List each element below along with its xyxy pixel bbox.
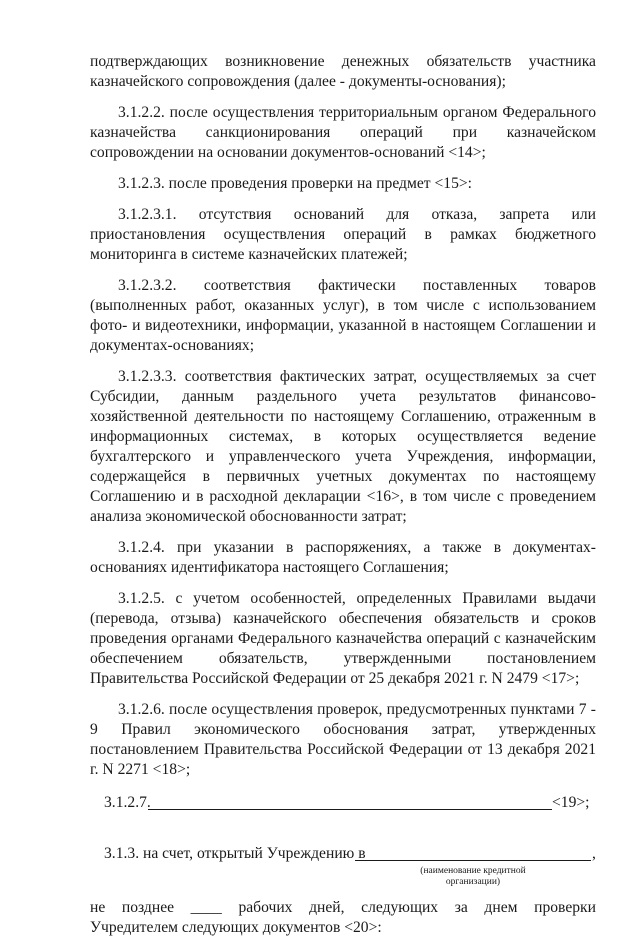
word: дней,	[309, 899, 345, 916]
clause-3-1-2-3: 3.1.2.3. после проведения проверки на предмет <15>:	[118, 175, 472, 192]
word: возникновение	[225, 53, 325, 70]
clause-3-1-2-3-2: 3.1.2.3.2. соответствия фактически поставленных товаров (выполненных работ, оказанных услуг), в том числе с использованием фото- и видеотехники, информации, указанной в настоящем Соглашении и документах-основаниях;	[90, 277, 596, 354]
clause-3-1-3	[90, 844, 596, 864]
paragraph-continuation	[90, 52, 596, 92]
paragraph-line: казначейского сопровождения (далее - документы-основания);	[90, 73, 506, 90]
bank-name-caption	[355, 866, 591, 888]
word: проверки	[534, 899, 596, 916]
clause-3-1-2-7	[90, 793, 596, 813]
word: участника	[528, 53, 596, 70]
clause-3-1-2-3-1: 3.1.2.3.1. отсутствия оснований для отказа, запрета или приостановления осуществления операций в рамках бюджетного мониторинга в системе казначейских платежей;	[90, 206, 596, 263]
word: позднее	[121, 899, 175, 916]
word: денежных	[341, 53, 410, 70]
caption-block	[90, 864, 596, 892]
caption-line: организации)	[445, 877, 501, 887]
clause-3-1-2-6: 3.1.2.6. после осуществления проверок, предусмотренных пунктами 7 - 9 Правил экономического обоснования затрат, утвержденных постановлением Правительства Российской Федерации от 13 декабря 2021 г. N 2271 <18>;	[90, 701, 596, 778]
bank-name-fill-line[interactable]	[355, 846, 591, 861]
word: за	[454, 899, 468, 916]
document-page	[90, 52, 596, 938]
word: рабочих	[238, 899, 293, 916]
paragraph-line: Учредителем следующих документов <20>:	[90, 919, 382, 936]
word: днем	[484, 899, 518, 916]
word: подтверждающих	[90, 53, 208, 70]
clause-3-1-2-2: 3.1.2.2. после осуществления территориальным органом Федерального казначейства санкционирования операций при казначейском сопровождении на основании документов-оснований <14>;	[90, 104, 596, 161]
word: следующих	[361, 899, 439, 916]
paragraph-line	[90, 52, 596, 72]
paragraph-line	[90, 898, 596, 918]
clause-deadline	[90, 898, 596, 938]
clause-number: 3.1.2.7.	[104, 794, 151, 811]
clause-3-1-2-4: 3.1.2.4. при указании в распоряжениях, а также в документах-основаниях идентификатора настоящего Соглашения;	[90, 539, 596, 576]
word: обязательств	[426, 53, 512, 70]
days-fill-line[interactable]: ____	[190, 899, 222, 916]
clause-3-1-2-3-3: 3.1.2.3.3. соответствия фактических затрат, осуществляемых за счет Субсидии, данным раздельного учета результатов финансово-хозяйственной деятельности по настоящему Соглашению, отраженным в информационных системах, в которых осуществляется ведение бухгалтерского и управленческого учета Учреждения, информации, содержащейся в первичных учетных документах по настоящему Соглашению и в расходной декларации <16>, в том числе с проведением анализа экономической обоснованности затрат;	[90, 368, 596, 525]
word: не	[90, 899, 106, 916]
caption-line: (наименование кредитной	[420, 866, 526, 876]
footnote-ref: <19>;	[552, 794, 590, 811]
clause-text: 3.1.3. на счет, открытый Учреждению в	[104, 845, 366, 862]
clause-3-1-2-5: 3.1.2.5. с учетом особенностей, определенных Правилами выдачи (перевода, отзыва) казначейского обеспечения обязательств и сроков проведения органами Федерального казначейства операций с казначейским обеспечением обязательств, утвержденными постановлением Правительства Российской Федерации от 25 декабря 2021 г. N 2479 <17>;	[90, 590, 596, 687]
blank-fill-line[interactable]	[148, 795, 552, 810]
comma: ,	[592, 845, 596, 862]
